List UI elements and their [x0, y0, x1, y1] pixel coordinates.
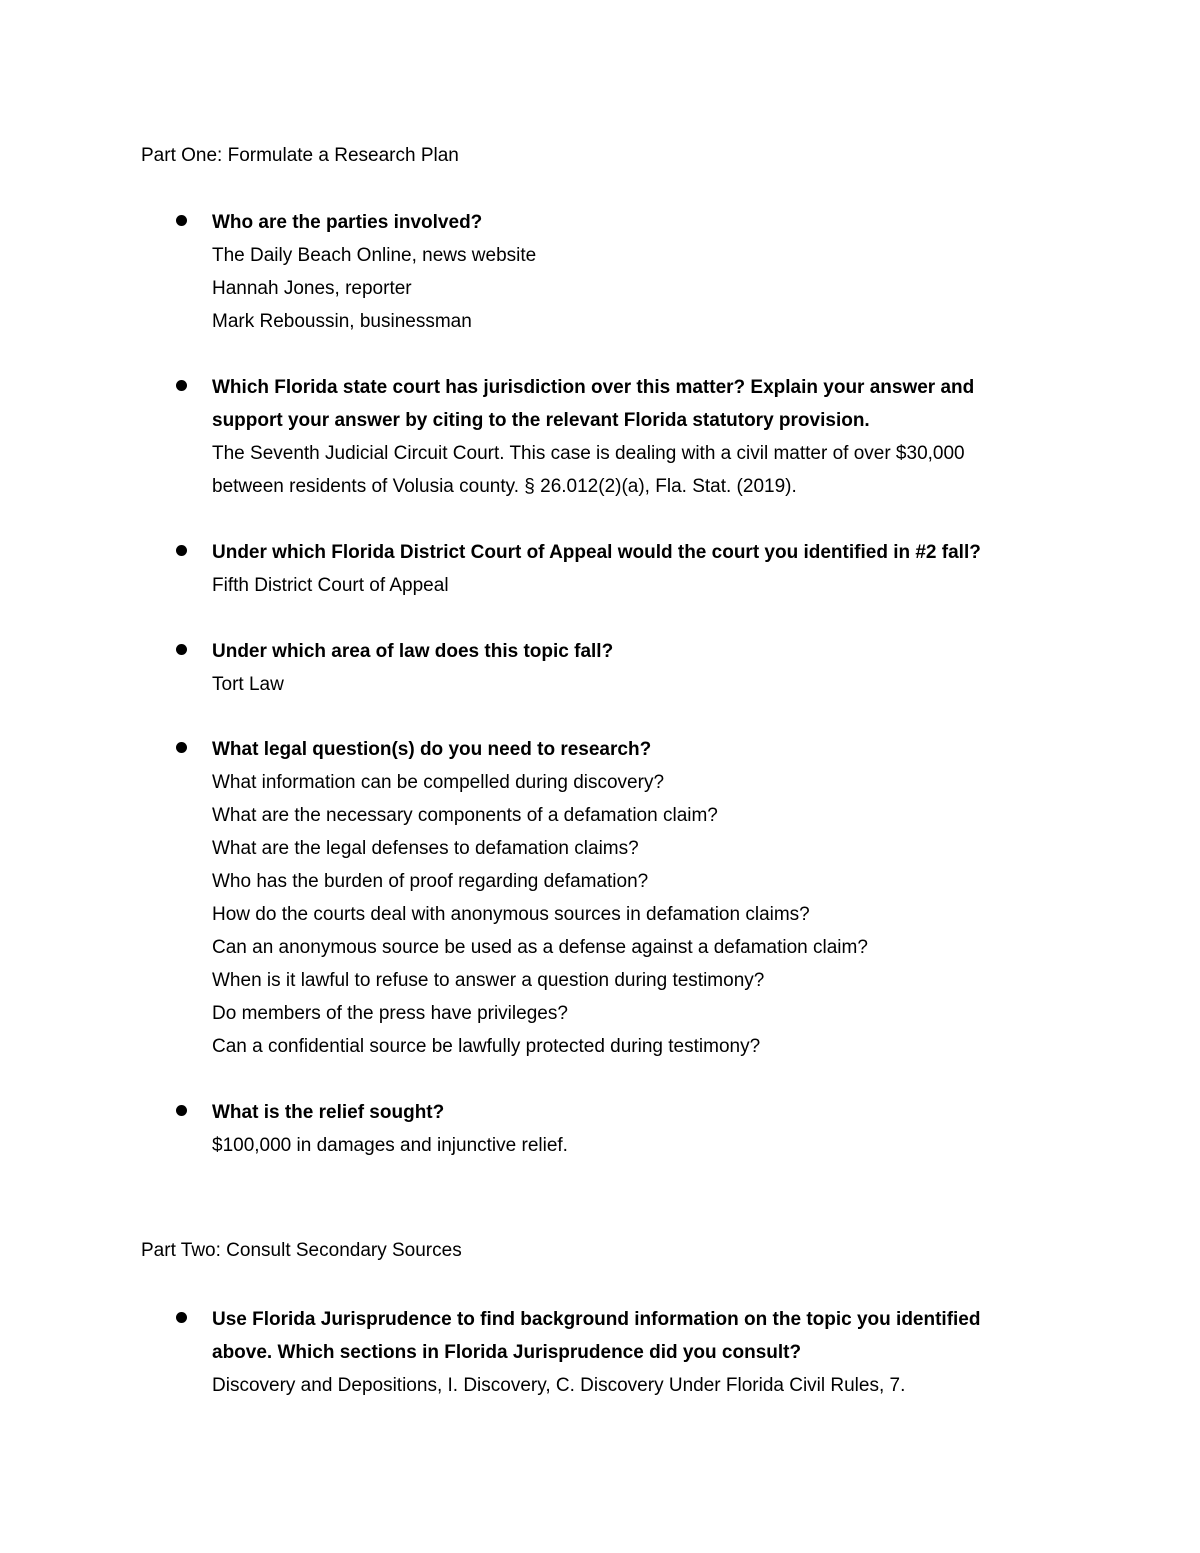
answer-text: Fifth District Court of Appeal [212, 575, 449, 596]
bullet-icon [176, 1312, 187, 1323]
bullet-icon [176, 742, 187, 753]
answer-text: When is it lawful to refuse to answer a question during testimony? [212, 970, 765, 991]
answer-text: $100,000 in damages and injunctive relief. [212, 1135, 568, 1156]
answer-text: How do the courts deal with anonymous sources in defamation claims? [212, 904, 810, 925]
answer-text: The Seventh Judicial Circuit Court. This case is dealing with a civil matter of over $30,000 [212, 443, 965, 464]
answer-text: Who has the burden of proof regarding defamation? [212, 871, 649, 892]
answer-text: What information can be compelled during discovery? [212, 772, 665, 793]
question-text: Use Florida Jurisprudence to find background information on the topic you identified [212, 1309, 981, 1330]
answer-text: What are the legal defenses to defamation claims? [212, 838, 639, 859]
question-text: above. Which sections in Florida Jurisprudence did you consult? [212, 1342, 802, 1363]
answer-text: What are the necessary components of a defamation claim? [212, 805, 718, 826]
answer-text: Can an anonymous source be used as a defense against a defamation claim? [212, 937, 868, 958]
bullet-icon [176, 545, 187, 556]
bullet-icon [176, 1105, 187, 1116]
answer-text: Do members of the press have privileges? [212, 1003, 568, 1024]
answer-text: Mark Reboussin, businessman [212, 311, 472, 332]
question-text: Which Florida state court has jurisdiction over this matter? Explain your answer and [212, 377, 975, 398]
bullet-icon [176, 215, 187, 226]
part-two-heading: Part Two: Consult Secondary Sources [141, 1240, 462, 1261]
question-text: What is the relief sought? [212, 1102, 445, 1123]
question-text: Under which Florida District Court of Appeal would the court you identified in #2 fall? [212, 542, 981, 563]
answer-text: The Daily Beach Online, news website [212, 245, 537, 266]
answer-text: between residents of Volusia county. § 26.012(2)(a), Fla. Stat. (2019). [212, 476, 797, 497]
answer-text: Hannah Jones, reporter [212, 278, 412, 299]
bullet-icon [176, 644, 187, 655]
bullet-icon [176, 380, 187, 391]
part-one-heading: Part One: Formulate a Research Plan [141, 145, 459, 166]
answer-text: Tort Law [212, 674, 284, 695]
question-text: What legal question(s) do you need to research? [212, 739, 652, 760]
question-text: Who are the parties involved? [212, 212, 483, 233]
answer-text: Discovery and Depositions, I. Discovery, C. Discovery Under Florida Civil Rules, 7. [212, 1375, 906, 1396]
question-text: support your answer by citing to the relevant Florida statutory provision. [212, 410, 870, 431]
question-text: Under which area of law does this topic fall? [212, 641, 614, 662]
answer-text: Can a confidential source be lawfully protected during testimony? [212, 1036, 761, 1057]
